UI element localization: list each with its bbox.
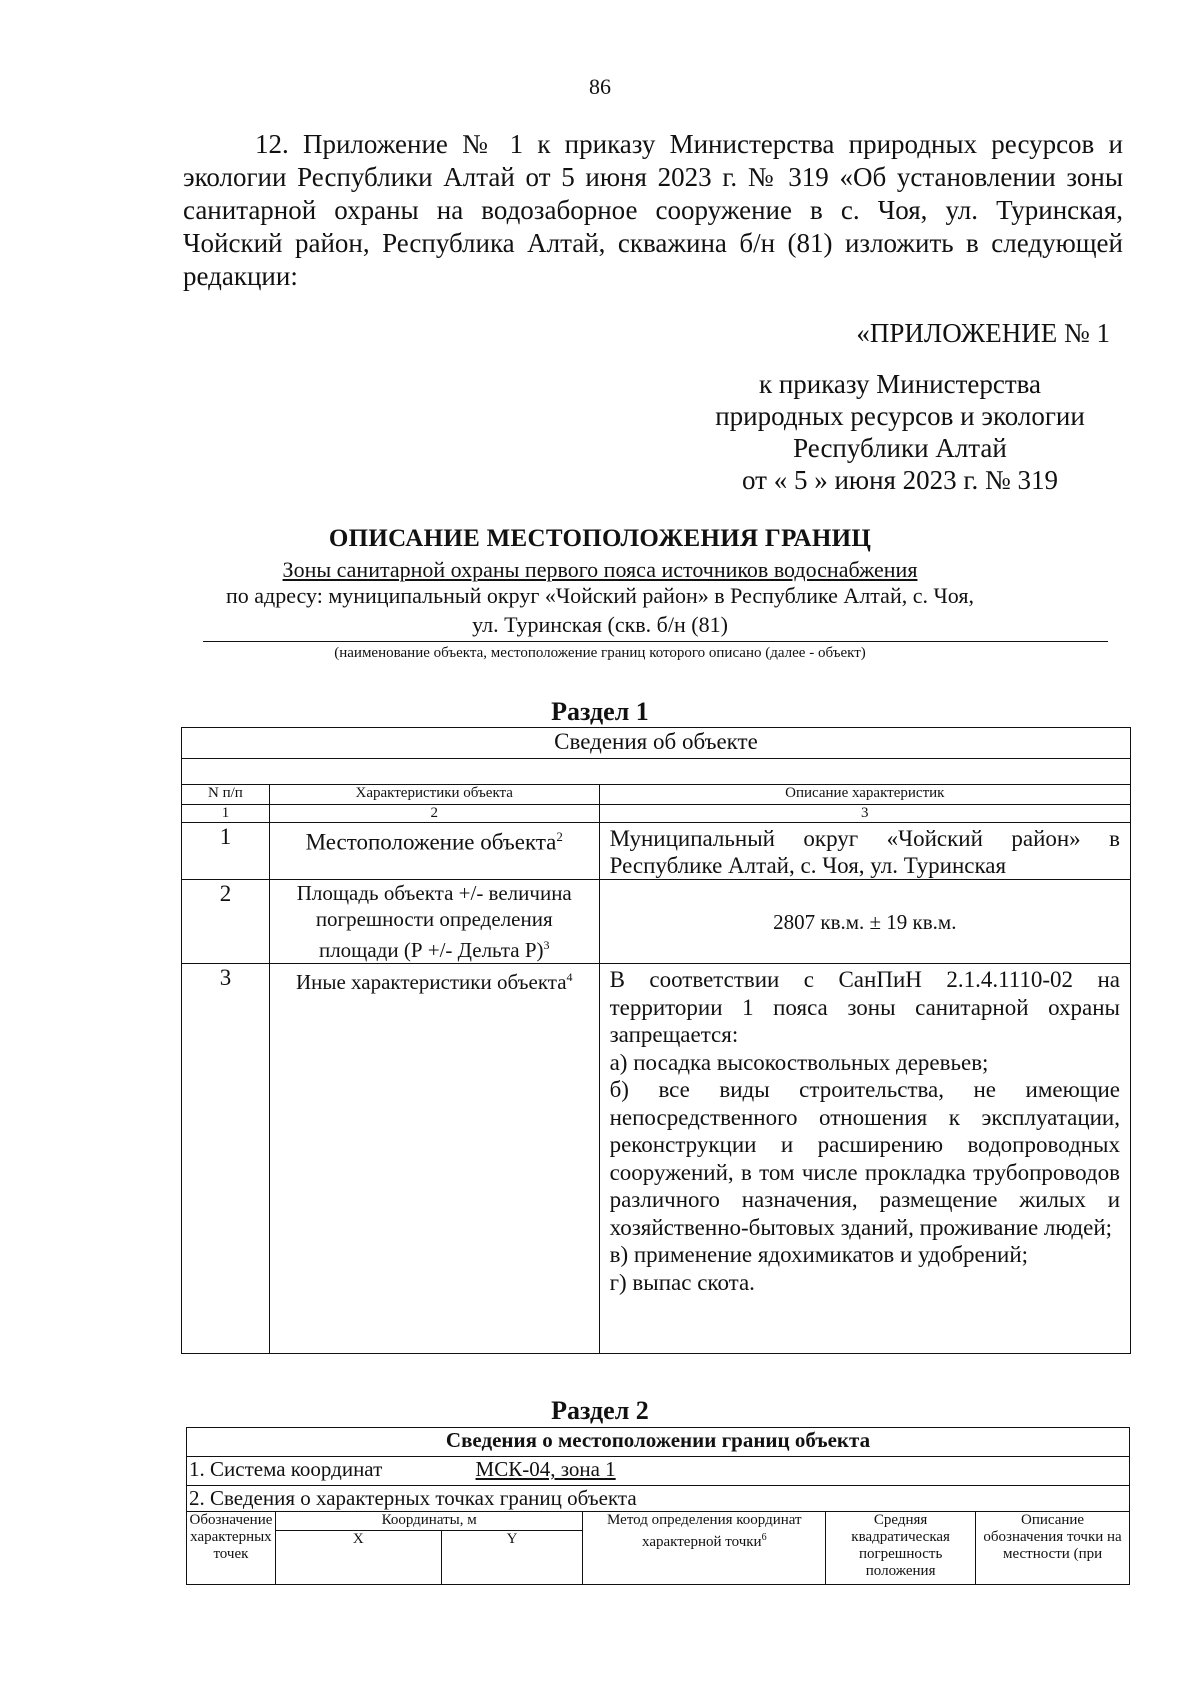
header-point-description: Описание обозначения точки на местности (при (976, 1512, 1130, 1585)
appendix-line-4: от « 5 » июня 2023 г. № 319 (742, 465, 1058, 495)
header-method-footnote: 6 (761, 1532, 767, 1543)
row-2-num: 2 (182, 880, 270, 964)
document-title: ОПИСАНИЕ МЕСТОПОЛОЖЕНИЯ ГРАНИЦ (328, 525, 872, 552)
object-caption: (наименование объекта, местоположение границ которого описано (далее - объект) (334, 645, 866, 661)
row-3-name-text: Иные характеристики объекта (295, 970, 567, 994)
row-3-footnote: 4 (566, 970, 573, 984)
col-number-2: 2 (269, 805, 599, 823)
header-x: X (275, 1531, 441, 1585)
section-1-table (181, 727, 1131, 1354)
row-2-name-text: Площадь объекта +/- величина погрешности определения площади (Р +/- Дельта Р) (296, 881, 572, 962)
row-1-name (269, 823, 599, 880)
coordinate-system-value: МСК-04, зона 1 (475, 1457, 616, 1481)
restriction-c: в) применение ядохимикатов и удобрений; (609, 1242, 1029, 1267)
col-number-1: 1 (182, 805, 270, 823)
restriction-intro: В соответствии с СанПиН 2.1.4.1110-02 на территории 1 пояса зоны санитарной охраны запрещается: (609, 967, 1120, 1047)
page-number: 86 (589, 74, 611, 99)
table-row (182, 880, 1131, 964)
header-characteristic: Характеристики объекта (269, 785, 599, 805)
header-method (583, 1512, 826, 1585)
restriction-a: а) посадка высокоствольных деревьев; (609, 1049, 989, 1075)
row-2-value: 2807 кв.м. ± 19 кв.м. (599, 880, 1130, 964)
section-1-heading: Раздел 1 (551, 697, 649, 726)
header-designation: Обозначение характерных точек (187, 1512, 276, 1585)
header-coordinates: Координаты, м (275, 1512, 583, 1531)
coordinate-system-row (187, 1457, 1130, 1486)
appendix-label: «ПРИЛОЖЕНИЕ № 1 (856, 318, 1110, 348)
points-label: 2. Сведения о характерных точках границ объекта (187, 1486, 1130, 1512)
row-3-name (269, 964, 599, 1354)
section-2-heading: Раздел 2 (551, 1396, 649, 1425)
section-2-table-title: Сведения о местоположении границ объекта (187, 1428, 1130, 1457)
empty-row (182, 759, 1131, 785)
title-rule (203, 641, 1108, 642)
subtitle-line-1-text: Зоны санитарной охраны первого пояса источников водоснабжения (282, 557, 918, 582)
section-2-table (186, 1427, 1130, 1585)
header-method-text: Метод определения координат характерной точки (607, 1512, 802, 1550)
section-1-table-title: Сведения об объекте (182, 728, 1131, 759)
header-description: Описание характеристик (599, 785, 1130, 805)
row-1-footnote: 2 (556, 829, 563, 844)
row-3-value (599, 964, 1130, 1354)
appendix-line-1: к приказу Министерства (758, 369, 1042, 399)
appendix-line-2: природных ресурсов и экологии (715, 401, 1085, 431)
col-number-3: 3 (599, 805, 1130, 823)
row-2-footnote: 3 (543, 938, 550, 952)
appendix-order-block (690, 368, 1110, 496)
table-row (182, 823, 1131, 880)
header-error: Средняя квадратическая погрешность положения (826, 1512, 976, 1585)
row-3-num: 3 (182, 964, 270, 1354)
row-1-value: Муниципальный округ «Чойский район» в Республике Алтай, с. Чоя, ул. Туринская (599, 823, 1130, 880)
subtitle-line-1 (0, 557, 1200, 583)
header-num: N п/п (182, 785, 270, 805)
intro-paragraph: 12. Приложение № 1 к приказу Министерства природных ресурсов и экологии Республики Алтай от 5 июня 2023 г. № 319 «Об установлении зоны санитарной охраны на водозаборное сооружение в с. Чоя, ул. Туринская, Чойский район, Республика Алтай, скважина б/н (81) изложить в следующей редакции: (183, 129, 1123, 291)
row-2-name (269, 880, 599, 964)
row-1-num: 1 (182, 823, 270, 880)
table-row (182, 964, 1131, 1354)
appendix-line-3: Республики Алтай (793, 433, 1007, 463)
row-1-name-text: Местоположение объекта (305, 829, 557, 855)
subtitle-line-3: ул. Туринская (скв. б/н (81) (472, 612, 728, 637)
restriction-b: б) все виды строительства, не имеющие непосредственного отношения к эксплуатации, реконструкции и расширению водопроводных сооружений, в том числе прокладка трубопроводов различного назначения, размещение жилых и хозяйственно-бытовых зданий, проживание людей; (609, 1077, 1120, 1240)
coordinate-system-label: 1. Система координат (189, 1457, 383, 1481)
header-y: Y (441, 1531, 583, 1585)
restriction-d: г) выпас скота. (609, 1269, 755, 1295)
subtitle-line-2: по адресу: муниципальный округ «Чойский район» в Республике Алтай, с. Чоя, (226, 583, 974, 608)
